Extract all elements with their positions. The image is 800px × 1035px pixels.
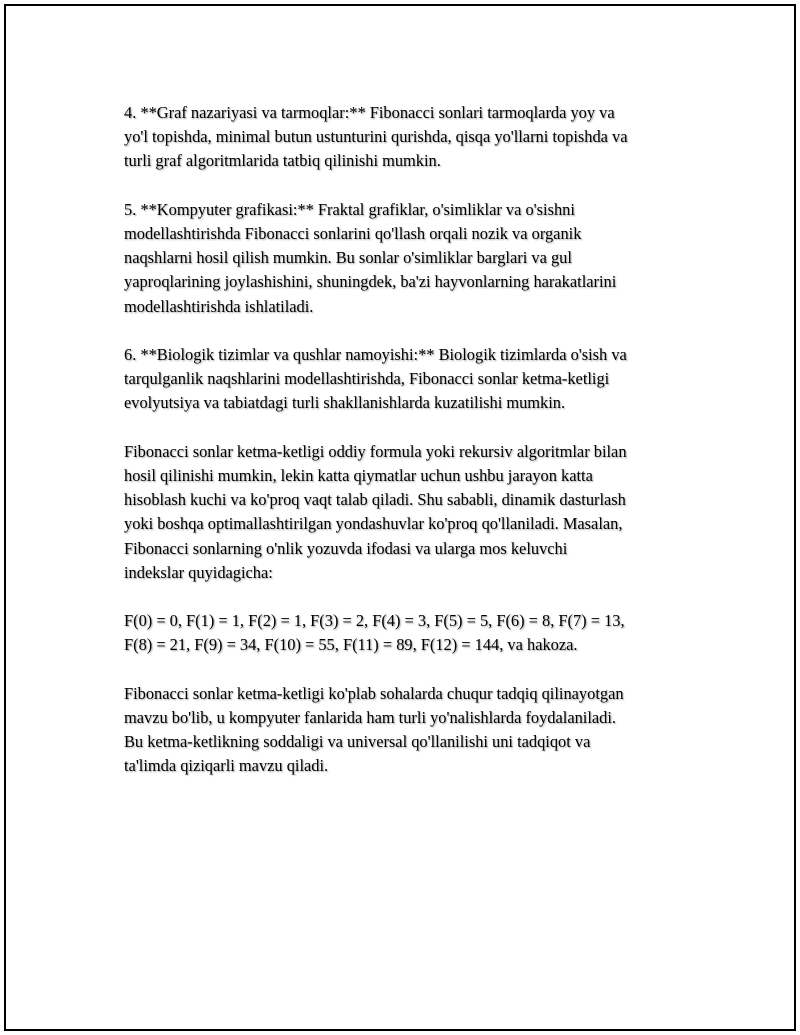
paragraph-fibonacci-values — [124, 609, 704, 657]
text-line: hisoblash kuchi va ko'proq vaqt talab qiladi. Shu sababli, dinamik dasturlash — [124, 490, 626, 510]
text-line: modellashtirishda ishlatiladi. — [124, 296, 314, 316]
text-line: F(0) = 0, F(1) = 1, F(2) = 1, F(3) = 2, F(4) = 3, F(5) = 5, F(6) = 8, F(7) = 13, — [124, 611, 625, 631]
text-line: F(8) = 21, F(9) = 34, F(10) = 55, F(11) = 89, F(12) = 144, va hakoza. — [124, 635, 578, 655]
text-line: 6. **Biologik tizimlar va qushlar namoyishi:** Biologik tizimlarda o'sish va — [124, 345, 627, 364]
text-line: yoki boshqa optimallashtirilgan yondashuvlar ko'proq qo'llaniladi. Masalan, — [124, 514, 623, 534]
text-line: Fibonacci sonlar ketma-ketligi oddiy formula yoki rekursiv algoritmlar bilan — [124, 441, 627, 461]
text-line: 5. **Kompyuter grafikasi:** Fraktal grafiklar, o'simliklar va o'sishni — [124, 199, 575, 219]
paragraph-graph-theory — [124, 101, 704, 174]
text-line: modellashtirishda Fibonacci sonlarini qo'llash orqali nozik va organik — [124, 224, 582, 243]
text-line: yaproqlarining joylashishini, shuningdek, ba'zi hayvonlarning harakatlarini — [124, 272, 617, 292]
paragraph-computer-graphics — [124, 198, 704, 319]
text-line: mavzu bo'lib, u kompyuter fanlarida ham turli yo'nalishlarda foydalaniladi. — [124, 708, 617, 727]
text-line: Fibonacci sonlarning o'nlik yozuvda ifodasi va ularga mos keluvchi — [124, 538, 568, 558]
text-line: 4. **Graf nazariyasi va tarmoqlar:** Fibonacci sonlari tarmoqlarda yoy va — [124, 103, 615, 122]
text-line: Bu ketma-ketlikning soddaligi va universal qo'llanilishi uni tadqiqot va — [124, 732, 591, 752]
page-border — [4, 4, 796, 1031]
paragraph-biological-systems — [124, 343, 704, 416]
paragraph-conclusion — [124, 682, 704, 779]
text-line: yo'l topishda, minimal butun ustunturini qurishda, qisqa yo'llarni topishda va — [124, 127, 628, 147]
text-line: naqshlarni hosil qilish mumkin. Bu sonlar o'simliklar barglari va gul — [124, 248, 572, 268]
text-line: Fibonacci sonlar ketma-ketligi ko'plab sohalarda chuqur tadqiq qilinayotgan — [124, 683, 624, 703]
text-line: indekslar quyidagicha: — [124, 562, 273, 582]
text-line: ta'limda qiziqarli mavzu qiladi. — [124, 756, 329, 776]
text-line: hosil qilinishi mumkin, lekin katta qiymatlar uchun ushbu jarayon katta — [124, 466, 593, 485]
document-body — [124, 101, 704, 803]
text-line: tarqulganlik naqshlarini modellashtirishda, Fibonacci sonlar ketma-ketligi — [124, 369, 610, 389]
paragraph-computation — [124, 440, 704, 585]
text-line: turli graf algoritmlarida tatbiq qilinishi mumkin. — [124, 151, 441, 171]
text-line: evolyutsiya va tabiatdagi turli shakllanishlarda kuzatilishi mumkin. — [124, 393, 566, 413]
